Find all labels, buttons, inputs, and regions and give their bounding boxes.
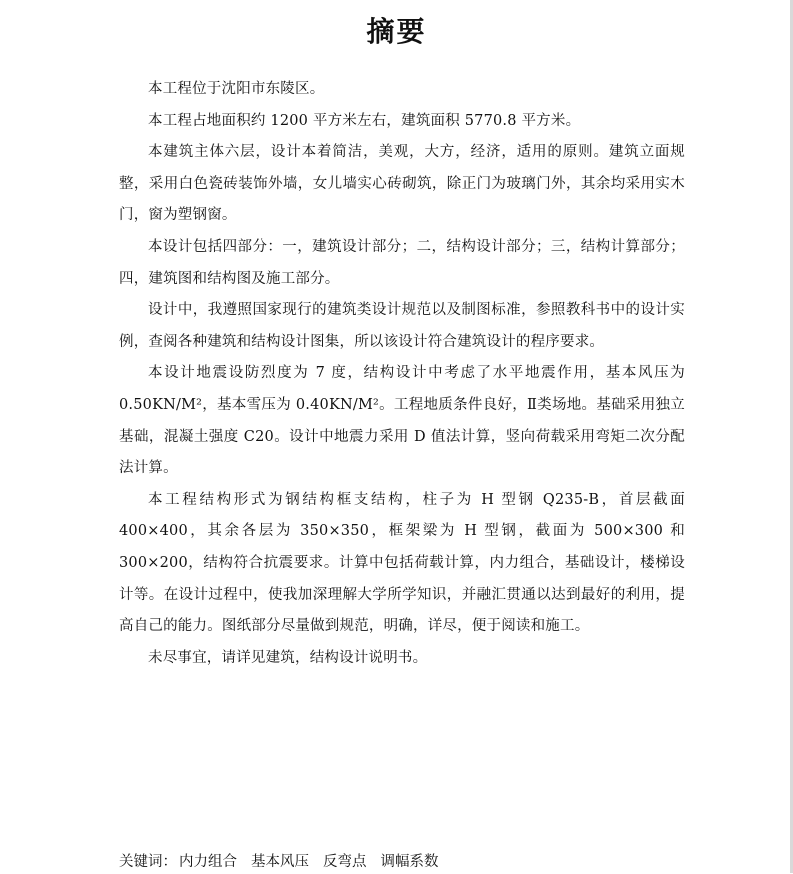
- keywords-label: 关键词：: [119, 854, 177, 870]
- keyword-term: 基本风压: [251, 854, 309, 870]
- keyword-term: 调幅系数: [380, 854, 439, 870]
- keyword-term: 内力组合: [179, 854, 237, 870]
- paragraph-design-parts: 本设计包括四部分：一，建筑设计部分；二，结构设计部分；三，结构计算部分；四，建筑图和结构图及施工部分。: [119, 238, 685, 287]
- paragraph-location: 本工程位于沈阳市东陵区。: [148, 81, 325, 97]
- paragraph-building-design: 本建筑主体六层，设计本着简洁，美观，大方，经济，适用的原则。建筑立面规整，采用白色瓷砖装饰外墙，女儿墙实心砖砌筑，除正门为玻璃门外，其余均采用实木门，窗为塑钢窗。: [119, 144, 685, 224]
- paragraph-area: 本工程占地面积约 1200 平方米左右，建筑面积 5770.8 平方米。: [148, 112, 581, 129]
- keyword-term: 反弯点: [323, 854, 367, 870]
- paragraph-structure: 本工程结构形式为钢结构框支结构，柱子为 H 型钢 Q235-B，首层截面 400×400，其余各层为 350×350，框架梁为 H 型钢，截面为 500×300 和 300×200，结构符合抗震要求。计算中包括荷载计算，内力组合，基础设计，楼梯设计等。在设计过程中，使我加深理解大学所学知识，并融汇贯通以达到最好的利用，提高自己的能力。图纸部分尽量做到规范，明确，详尽，便于阅读和施工。: [119, 491, 685, 635]
- paragraph-closing: 未尽事宜，请详见建筑，结构设计说明书。: [148, 649, 428, 666]
- keywords-line: [119, 850, 453, 874]
- abstract-body: [119, 74, 685, 674]
- paragraph-standards: 设计中，我遵照国家现行的建筑类设计规范以及制图标准，参照教科书中的设计实例，查阅各种建筑和结构设计图集，所以该设计符合建筑设计的程序要求。: [119, 302, 685, 350]
- paragraph-seismic: 本设计地震设防烈度为 7 度，结构设计中考虑了水平地震作用，基本风压为 0.50KN/M²，基本雪压为 0.40KN/M²。工程地质条件良好，Ⅱ类场地。基础采用独立基础，混凝土强度 C20。设计中地震力采用 D 值法计算，竖向荷载采用弯矩二次分配法计算。: [119, 365, 685, 477]
- page-title: 摘要: [366, 15, 427, 48]
